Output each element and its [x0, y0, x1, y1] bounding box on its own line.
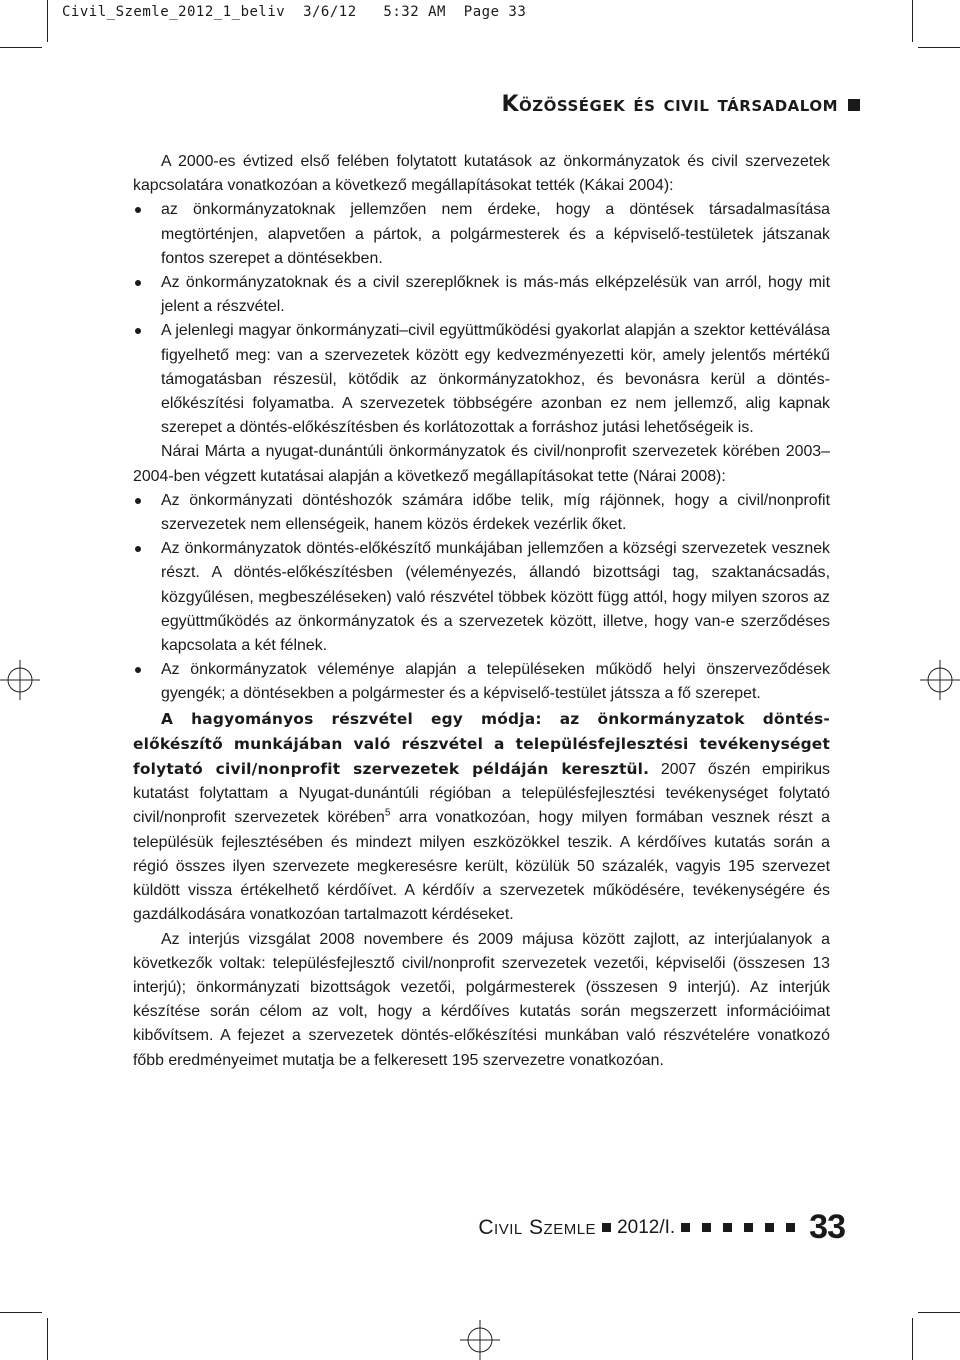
bullet-icon	[135, 207, 141, 213]
registration-mark-right-icon	[920, 660, 960, 700]
section-subheading: A hagyományos részvétel egy módja: az önkormányzatok döntés-előkészítő munkájában való részvétel a településfejlesztési tevékenységet folytató civil/nonprofit szervezetek példáján keresztül.	[133, 709, 830, 779]
page-number: 33	[809, 1208, 845, 1246]
bullet-icon	[135, 280, 141, 286]
footer-square-icon	[602, 1223, 611, 1232]
crop-mark-bottom-left-v	[47, 1318, 48, 1360]
crop-mark-bottom-left-h	[0, 1312, 42, 1313]
paragraph-intro: A 2000-es évtized első felében folytatott kutatások az önkormányzatok és civil szervezetek kapcsolatára vonatkozóan a következő megállapításokat tették (Kákai 2004):	[133, 153, 830, 195]
bullet-icon	[135, 546, 141, 552]
bullet-icon	[135, 498, 141, 504]
list-item: Az önkormányzati döntéshozók számára időbe telik, míg rájönnek, hogy a civil/nonprofit szervezetek nem ellenségeik, hanem közös érdekek vezérlik őket.	[133, 489, 830, 537]
article-body	[133, 150, 830, 1073]
registration-mark-left-icon	[0, 660, 40, 700]
crop-mark-bottom-right-v	[912, 1318, 913, 1360]
issue-number: 2012/I.	[617, 1216, 676, 1238]
findings-list-1	[133, 198, 830, 440]
crop-mark-top-left-v	[47, 0, 48, 42]
list-item: Az önkormányzatok véleménye alapján a településeken működő helyi önszerveződések gyengék; a döntésekben a polgármester és a képviselő-testület játssza a fő szerepet.	[133, 658, 830, 706]
footer-square-icon	[723, 1223, 732, 1232]
footer-square-icon	[681, 1223, 690, 1232]
magazine-name: Civil Szemle	[478, 1215, 597, 1239]
paragraph-interviews: Az interjús vizsgálat 2008 novembere és 2009 májusa között zajlott, az interjúalanyok a következők voltak: településfejlesztő civil/nonprofit szervezetek vezetői, képviselői (összesen 13 interjú); önkormányzati bizottságok vezetői, polgármesterek (összesen 9 interjú). Az interjúk készítése során célom az volt, hogy a kérdőíves kutatás során megszerzett információimat kibővítsem. A fejezet a szervezetek döntés-előkészítési munkában való részvételére vonatkozó főbb eredményeimet mutatja be a felkeresett 195 szervezetre vonatkozóan.	[133, 930, 830, 1069]
paragraph-research: A hagyományos részvétel egy módja: az önkormányzatok döntés-előkészítő munkájában való részvétel a településfejlesztési tevékenységet folytató civil/nonprofit szervezetek példáján keresztül. 2007 őszén empirikus kutatást folytattam a Nyugat-dunántúli régióban a településfejlesztési tevékenységet folytató civil/nonprofit szervezetek körében$^5$ arra vonatkozóan, hogy milyen formában vesznek részt a településük fejlesztésében és mindezt milyen eszközökkel teszik. A kérdőíves kutatás során a régió összes ilyen szervezete megkeresésre került, közülük 50 százalék, vagyis 195 szervezet küldött vissza értékelhető kérdőívet. A kérdőív a szervezetek működésére, tevékenységére és gazdálkodására vonatkozóan tartalmazott kérdéseket.	[133, 709, 830, 924]
list-item: az önkormányzatoknak jellemzően nem érdeke, hogy a döntések társadalmasítása megtörténjen, alapvetően a pártok, a polgármesterek és a képviselő-testületek játszanak fontos szerepet a döntésekben.	[133, 198, 830, 271]
bullet-icon	[135, 667, 141, 673]
paragraph-narai: Nárai Márta a nyugat-dunántúli önkormányzatok és civil/nonprofit szervezetek körében 2003–2004-ben végzett kutatásai alapján a következő megállapításokat tette (Nárai 2008):	[133, 443, 830, 485]
footer-square-icon	[786, 1223, 795, 1232]
footer-square-icon	[765, 1223, 774, 1232]
footer-square-icon	[702, 1223, 711, 1232]
print-slug: Civil_Szemle_2012_1_beliv 3/6/12 5:32 AM Page 33	[62, 4, 527, 20]
crop-mark-top-left-h	[0, 47, 42, 48]
footer-square-icon	[744, 1223, 753, 1232]
crop-mark-bottom-right-h	[918, 1312, 960, 1313]
section-title: Közösségek és civil társadalom	[501, 92, 838, 117]
header-square-icon	[848, 99, 860, 111]
list-item: Az önkormányzatok döntés-előkészítő munkájában jellemzően a községi szervezetek vesznek részt. A döntés-előkészítésben (véleményezés, állandó bizottsági tag, szaktanácsadás, közgyűlésen, megbeszéléseken) való részvétel többek között függ attól, hogy milyen szoros az együttműködés az önkormányzatok és a szervezetek között, illetve, hogy van-e szerződéses kapcsolata a két félnek.	[133, 537, 830, 658]
bullet-icon	[135, 328, 141, 334]
running-header	[501, 92, 860, 117]
crop-mark-top-right-h	[918, 47, 960, 48]
page-footer	[478, 1208, 845, 1247]
list-item: Az önkormányzatoknak és a civil szereplőknek is más-más elképzelésük van arról, hogy mit jelent a részvétel.	[133, 271, 830, 319]
crop-mark-top-right-v	[912, 0, 913, 42]
registration-mark-bottom-icon	[460, 1320, 500, 1360]
list-item: A jelenlegi magyar önkormányzati–civil együttműködési gyakorlat alapján a szektor kettéválása figyelhető meg: van a szervezetek között egy kedvezményezetti kör, amely jelentős mértékű támogatásban részesül, kötődik az önkormányzatokhoz, és bevonásra kerül a döntés-előkészítési folyamatba. A szervezetek többségére azonban ez nem jellemző, alig kapnak szerepet a döntés-előkészítésben és korlátozottak a forráshoz jutási lehetőségeik is.	[133, 319, 830, 440]
findings-list-2	[133, 489, 830, 707]
footnote-ref[interactable]: 5	[384, 808, 391, 820]
